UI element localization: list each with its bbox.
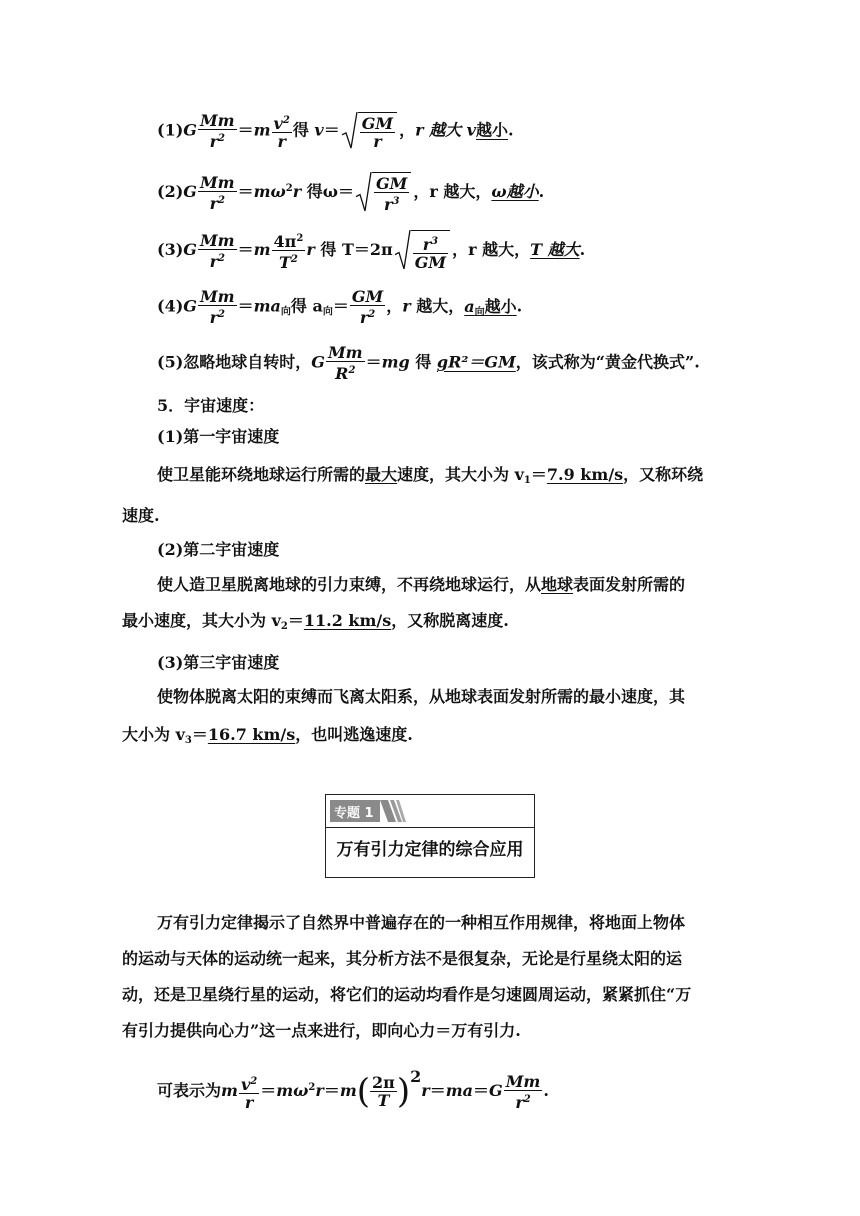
topic-tab-label: 专题 1	[334, 806, 374, 821]
s3-line1: 使物体脱离太阳的束缚而飞离太阳系，从地球表面发射所需的最小速度，其	[157, 687, 686, 706]
formula-3: (3)G $\frac{Mm}{r^2}$ ＝m $\frac{4\pi^2}{T^2}$ r 得 T＝2π $\frac{r^3}{GM}$ ，r 越大，T 越大.	[157, 230, 586, 272]
subsection-title-3: (3)第三宇宙速度	[157, 653, 280, 672]
subsection-title-2: (2)第二宇宙速度	[157, 540, 280, 559]
body-line-2: 的运动与天体的运动统一起来，其分析方法不是很复杂，无论是行星绕太阳的运	[122, 949, 683, 968]
s2-line1: 使人造卫星脱离地球的引力束缚，不再绕地球运行，从地球表面发射所需的	[157, 575, 686, 594]
formula-summary: 可表示为m $\frac{v^2}{r}$ $=m\omega^2r=m$( $\frac{2\pi}{T}$ )2r＝ma＝G $\frac{Mm}{r^2}$ .	[157, 1067, 549, 1112]
s1-line1: 使卫星能环绕地球运行所需的最大速度，其大小为 $v_1=7.9$ km/s，又称环绕	[157, 465, 704, 486]
formula-5: (5)忽略地球自转时，G $\frac{Mm}{R^2}$ ＝mg 得 gR²＝GM，该式称为“黄金代换式”.	[157, 343, 700, 383]
subsection-title-1: (1)第一宇宙速度	[157, 427, 280, 446]
topic-box	[325, 794, 535, 878]
topic-divider	[326, 827, 534, 828]
formula-2: (2)G $\frac{Mm}{r^2}$ $=m\omega^2r$ 得ω＝ $\frac{GM}{r^3}$ ，r 越大，ω越小.	[157, 172, 545, 214]
s3-line2: 大小为 $v_3=16.7$ km/s，也叫逃逸速度.	[122, 725, 413, 746]
formula-1: (1)G $\frac{Mm}{r^2}$ ＝m $\frac{v^2}{r}$ 得 v＝ $\frac{GM}{r}$ ，r 越大 v越小.	[157, 111, 514, 151]
body-line-3: 动，还是卫星绕行星的运动，将它们的运动均看作是匀速圆周运动，紧紧抓住“万	[122, 985, 692, 1004]
body-line-1: 万有引力定律揭示了自然界中普遍存在的一种相互作用规律，将地面上物体	[157, 913, 686, 932]
topic-title: 万有引力定律的综合应用	[336, 840, 524, 860]
s1-line2: 速度.	[122, 506, 160, 525]
formula-4: (4)G $\frac{Mm}{r^2}$ $=ma_向$得 $a_向=$ $\frac{GM}{r^2}$ ，r 越大，$a_向$越小.	[157, 287, 523, 327]
body-line-4: 有引力提供向心力”这一点来进行，即向心力＝万有引力.	[122, 1021, 521, 1040]
s2-line2: 最小速度，其大小为 $v_2=11.2$ km/s，又称脱离速度.	[122, 611, 509, 632]
section-heading: 5．宇宙速度：	[157, 396, 265, 415]
sqrt-symbol: $\frac{GM}{r}$	[342, 112, 397, 150]
